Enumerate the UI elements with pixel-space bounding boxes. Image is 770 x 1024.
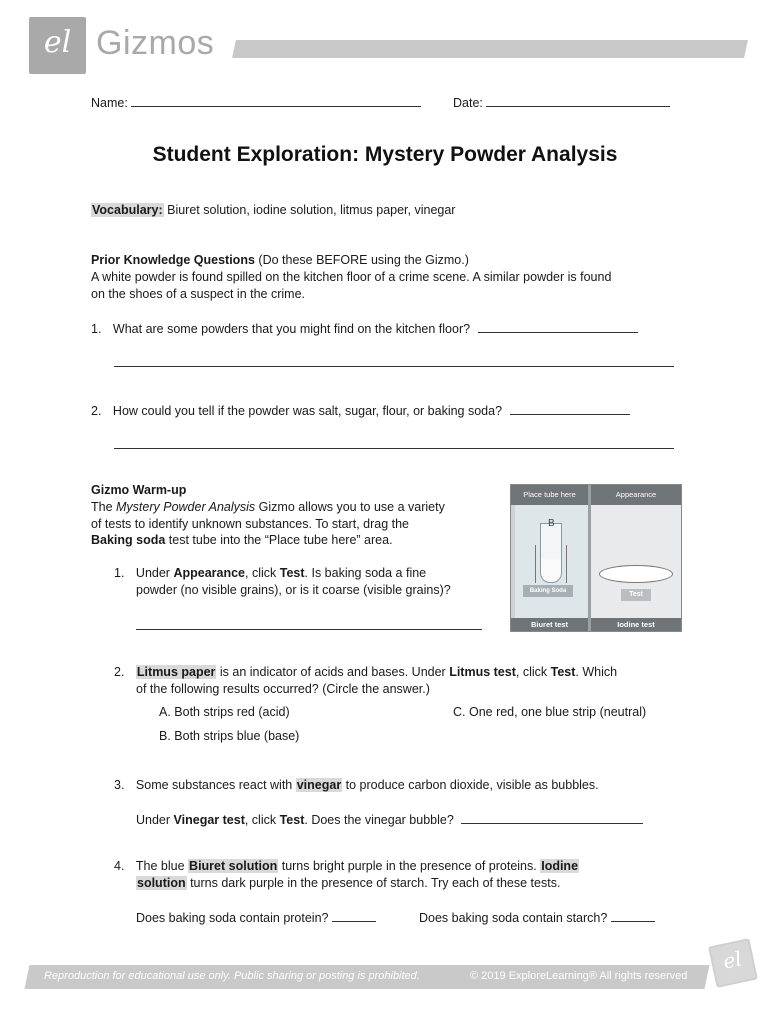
name-field[interactable]: [91, 94, 421, 110]
question-number: 2.: [114, 665, 125, 679]
text: . Which: [575, 665, 618, 679]
question-number: 1.: [114, 566, 125, 580]
biuret-test-tab[interactable]: Biuret test: [511, 618, 588, 631]
protein-question: [136, 909, 376, 925]
answer-line[interactable]: [478, 320, 638, 333]
text: . Does the vinegar bubble?: [304, 813, 454, 827]
date-field[interactable]: [453, 94, 670, 110]
question-number: 4.: [114, 859, 125, 873]
bold-term: Test: [279, 566, 305, 580]
answer-line[interactable]: [332, 909, 376, 922]
warmup-heading-text: Gizmo Warm-up: [91, 483, 187, 497]
answer-line[interactable]: [114, 354, 674, 367]
question-number: 2.: [91, 404, 102, 418]
warmup-heading: [91, 483, 186, 497]
appearance-header: Appearance: [591, 485, 681, 505]
pk-answer-2b[interactable]: [114, 436, 674, 452]
bold-term: Appearance: [173, 566, 246, 580]
option-c[interactable]: C. One red, one blue strip (neutral): [453, 705, 647, 719]
logo-glyph: el: [43, 25, 72, 60]
appearance-dish: [599, 565, 673, 583]
text: , click: [245, 566, 280, 580]
page-title: Student Exploration: Mystery Powder Analysis: [152, 143, 618, 166]
brand-name: Gizmos: [96, 24, 215, 62]
warmup-p2: of tests to identify unknown substances. To start, drag the: [91, 517, 410, 531]
bold-term: Test: [279, 813, 305, 827]
place-tube-header: Place tube here: [511, 485, 588, 505]
pk-question-1: [91, 320, 638, 336]
warmup-p1: [91, 500, 445, 514]
footer-logo-glyph: el: [720, 946, 744, 974]
footer-logo: [708, 938, 758, 988]
text: Some substances react with: [135, 778, 296, 792]
gizmo-figure: [510, 484, 682, 632]
warmup-question-3: [114, 778, 599, 792]
highlighted-term: solution: [137, 876, 186, 890]
test-button[interactable]: Test: [621, 589, 651, 601]
question-text: What are some powders that you might find on the kitchen floor?: [112, 322, 471, 336]
prior-knowledge-heading: Prior Knowledge Questions: [91, 253, 255, 267]
text: test tube into the “Place tube here” area.: [165, 533, 393, 547]
prior-knowledge-intro-2: on the shoes of a suspect in the crime.: [91, 287, 306, 301]
answer-line[interactable]: [136, 617, 482, 630]
text: Under: [136, 813, 174, 827]
text: . Is baking soda a fine: [304, 566, 427, 580]
iodine-test-tab[interactable]: Iodine test: [591, 618, 681, 631]
option-a[interactable]: A. Both strips red (acid): [159, 705, 290, 719]
name-line[interactable]: [131, 94, 421, 107]
name-label: Name:: [91, 96, 128, 110]
pk-answer-1b[interactable]: [114, 354, 674, 370]
text: The blue: [135, 859, 189, 873]
warmup-question-2: [114, 665, 617, 679]
highlighted-term: vinegar: [296, 778, 342, 792]
starch-question: [419, 909, 655, 925]
answer-line[interactable]: [114, 436, 674, 449]
answer-line[interactable]: [510, 402, 630, 415]
text: Gizmo allows you to use a variety: [255, 500, 445, 514]
answer-line[interactable]: [611, 909, 655, 922]
vocabulary: [91, 203, 455, 217]
text: Does baking soda contain protein?: [136, 911, 329, 925]
warmup-p3: [91, 533, 393, 547]
pk-question-2: [91, 402, 630, 418]
bold-term: Vinegar test: [173, 813, 245, 827]
text: Does baking soda contain starch?: [419, 911, 608, 925]
bold-term: Baking soda: [91, 533, 166, 547]
tube-letter: B: [548, 518, 555, 529]
text: turns dark purple in the presence of starch. Try each of these tests.: [186, 876, 561, 890]
highlighted-term: Biuret solution: [189, 859, 278, 873]
highlighted-term: Iodine: [541, 859, 579, 873]
text: turns bright purple in the presence of proteins.: [278, 859, 541, 873]
footer-copyright: © 2019 ExploreLearning® All rights reserved: [470, 970, 688, 982]
gizmo-name: Mystery Powder Analysis: [116, 500, 256, 514]
header-bar: [232, 40, 748, 58]
text: is an indicator of acids and bases. Under: [216, 665, 450, 679]
vocabulary-label: Vocabulary:: [92, 203, 163, 217]
warmup-answer-1[interactable]: [136, 617, 482, 633]
question-number: 3.: [114, 778, 125, 792]
tube-caption: Baking Soda: [523, 585, 573, 597]
text: , click: [515, 665, 551, 679]
test-tube[interactable]: [540, 523, 562, 583]
date-line[interactable]: [486, 94, 670, 107]
text: Under: [135, 566, 174, 580]
option-b[interactable]: B. Both strips blue (base): [159, 729, 300, 743]
warmup-question-4: [114, 859, 579, 873]
question-text: How could you tell if the powder was salt, sugar, flour, or baking soda?: [112, 404, 503, 418]
footer-notice: Reproduction for educational use only. Public sharing or posting is prohibited.: [44, 970, 420, 982]
prior-knowledge-heading-row: [91, 253, 469, 267]
answer-line[interactable]: [461, 811, 643, 824]
warmup-question-1-line2: powder (no visible grains), or is it coarse (visible grains)?: [136, 583, 451, 597]
panel-divider: [588, 485, 591, 631]
vocabulary-terms: Biuret solution, iodine solution, litmus paper, vinegar: [167, 203, 456, 217]
warmup-question-1: [114, 566, 426, 580]
appearance-panel: [591, 505, 681, 618]
warmup-question-2-line2: of the following results occurred? (Circle the answer.): [136, 682, 430, 696]
prior-knowledge-note: (Do these BEFORE using the Gizmo.): [258, 253, 469, 267]
warmup-question-3-sub: [136, 811, 643, 827]
question-number: 1.: [91, 322, 102, 336]
prior-knowledge-intro-1: A white powder is found spilled on the kitchen floor of a crime scene. A similar powder is found: [91, 270, 612, 284]
gizmos-logo: [29, 17, 86, 74]
date-label: Date:: [453, 96, 483, 110]
text: to produce carbon dioxide, visible as bubbles.: [342, 778, 599, 792]
text: The: [91, 500, 117, 514]
bold-term: Test: [550, 665, 576, 679]
highlighted-term: Litmus paper: [136, 665, 216, 679]
warmup-question-4-line2: [136, 876, 560, 890]
text: , click: [244, 813, 280, 827]
bold-term: Litmus test: [449, 665, 516, 679]
